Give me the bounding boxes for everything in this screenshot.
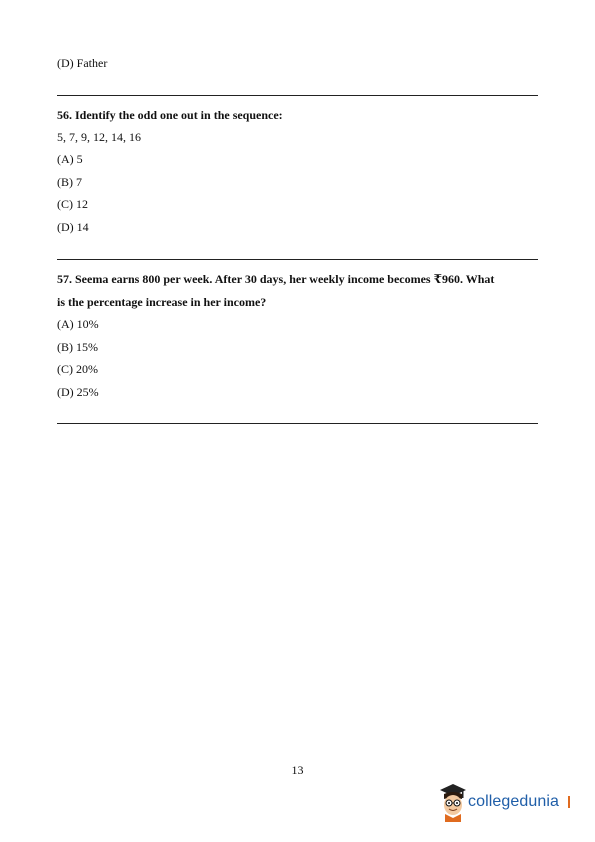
option-b: (B) 15% xyxy=(57,340,98,354)
number-sequence: 5, 7, 9, 12, 14, 16 xyxy=(57,130,141,144)
collegedunia-logo xyxy=(437,780,572,825)
option-c: (C) 12 xyxy=(57,197,88,211)
question-text: 56. Identify the odd one out in the sequence: xyxy=(57,108,283,122)
divider xyxy=(57,423,538,424)
logo-text: collegedunia xyxy=(468,793,560,810)
option-a: (A) 5 xyxy=(57,152,83,166)
logo-accent-bar xyxy=(568,796,570,808)
option-d: (D) 14 xyxy=(57,220,89,234)
option-d: (D) 25% xyxy=(57,385,99,399)
previous-question-option-d: (D) Father xyxy=(57,56,108,70)
option-a: (A) 10% xyxy=(57,317,99,331)
divider xyxy=(57,95,538,96)
graduate-mascot-icon xyxy=(437,780,469,825)
page-number: 13 xyxy=(291,763,304,777)
option-c: (C) 20% xyxy=(57,362,98,376)
question-text-line-1: 57. Seema earns 800 per week. After 30 days, her weekly income becomes ₹960. What xyxy=(57,272,495,286)
question-text-line-2: is the percentage increase in her income? xyxy=(57,295,267,309)
option-b: (B) 7 xyxy=(57,175,82,189)
divider xyxy=(57,259,538,260)
